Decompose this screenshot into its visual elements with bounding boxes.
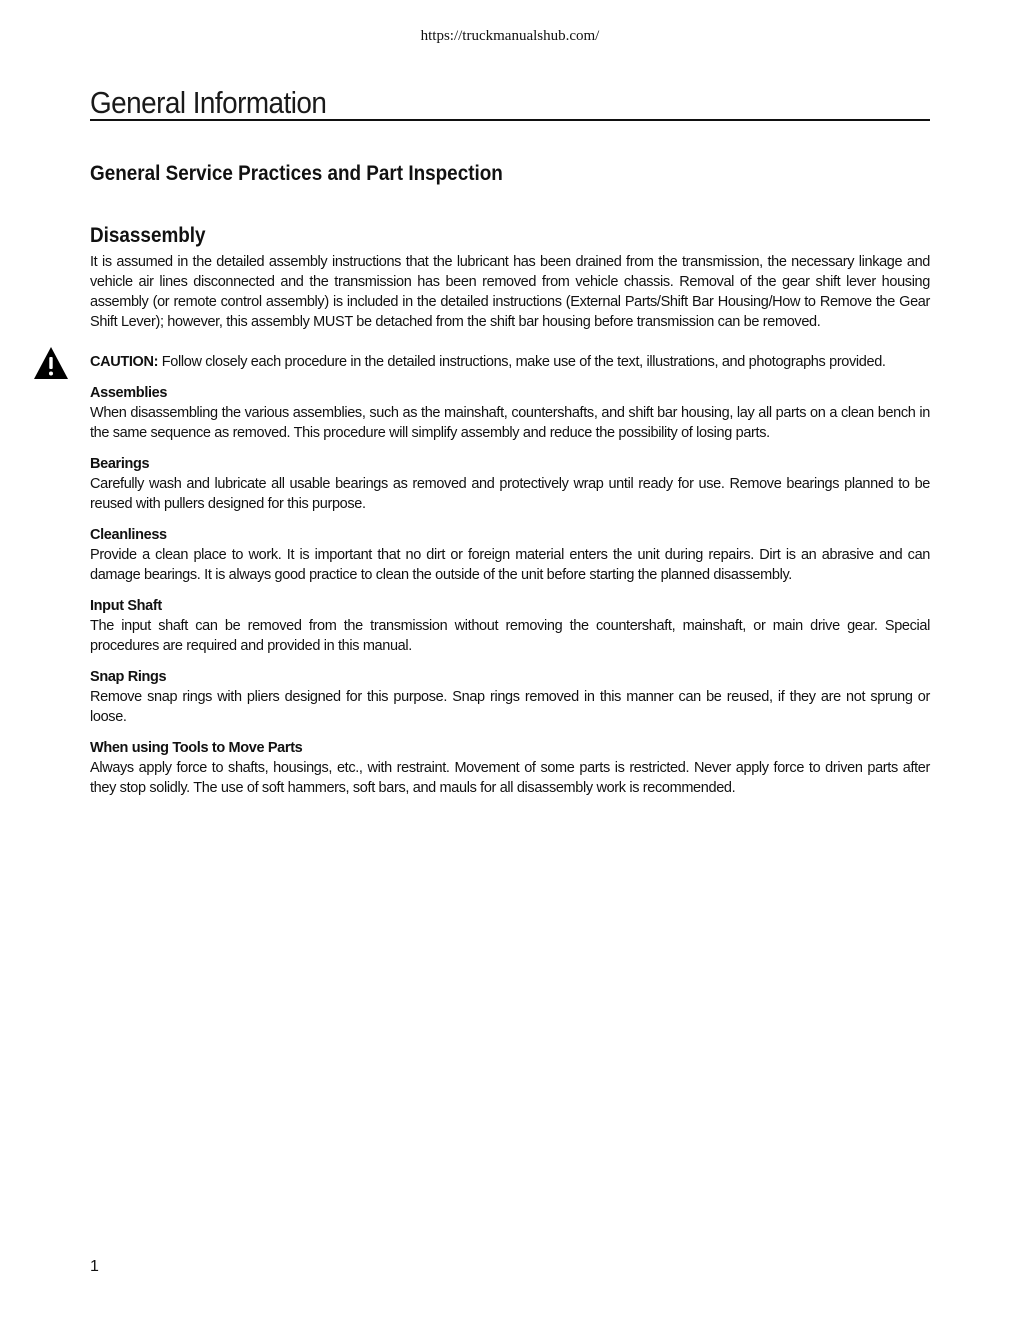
page-title: General Information: [90, 84, 327, 120]
block-text: Carefully wash and lubricate all usable bearings as removed and protectively wrap until ready for use. Remove bearings planned to be reused with pullers designed for this purpose.: [90, 476, 930, 512]
caution-text: Follow closely each procedure in the detailed instructions, make use of the text, illustrations, and photographs provided.: [161, 354, 886, 370]
title-divider: [90, 119, 930, 121]
block-text: The input shaft can be removed from the transmission without removing the countershaft, mainshaft, or main drive gear. Special procedures are required and provided in this manual.: [90, 618, 930, 654]
caution-note: [90, 352, 930, 372]
page-number: 1: [90, 1258, 99, 1275]
block-heading: Assemblies: [90, 385, 168, 401]
subsection-title: Disassembly: [90, 224, 206, 247]
block-input-shaft: [90, 596, 930, 656]
warning-triangle-icon: [33, 346, 69, 380]
block-bearings: [90, 454, 930, 514]
main-content: [90, 252, 930, 809]
block-heading: Cleanliness: [90, 527, 167, 543]
caution-paragraph: [90, 352, 930, 372]
block-tools: [90, 738, 930, 798]
block-heading: Input Shaft: [90, 598, 162, 614]
block-text: When disassembling the various assemblies, such as the mainshaft, countershafts, and shift bar housing, lay all parts on a clean bench in the same sequence as removed. This procedure will simplify assembly and reduce the possibility of losing parts.: [90, 405, 930, 441]
intro-paragraph: It is assumed in the detailed assembly instructions that the lubricant has been drained from the transmission, the necessary linkage and vehicle air lines disconnected and the transmission has been removed from vehicle chassis. Removal of the gear shift lever housing assembly (or remote control assembly) is included in the detailed instructions (External Parts/Shift Bar Housing/How to Remove the Gear Shift Lever); however, this assembly MUST be detached from the shift bar housing before transmission can be removed.: [90, 254, 930, 330]
block-text: Always apply force to shafts, housings, etc., with restraint. Movement of some parts is restricted. Never apply force to driven parts after they stop solidly. The use of soft hammers, soft bars, and mauls for all disassembly work is recommended.: [90, 760, 930, 796]
caution-label: CAUTION:: [90, 354, 159, 370]
block-text: Provide a clean place to work. It is important that no dirt or foreign material enters the unit during repairs. Dirt is an abrasive and can damage bearings. It is always good practice to clean the outside of the unit before starting the planned disassembly.: [90, 547, 930, 583]
block-heading: When using Tools to Move Parts: [90, 740, 303, 756]
block-assemblies: [90, 383, 930, 443]
block-heading: Snap Rings: [90, 669, 167, 685]
section-title: General Service Practices and Part Inspection: [90, 162, 503, 186]
block-snap-rings: [90, 667, 930, 727]
block-text: Remove snap rings with pliers designed for this purpose. Snap rings removed in this manner can be reused, if they are not sprung or loose.: [90, 689, 930, 725]
block-heading: Bearings: [90, 456, 150, 472]
source-url[interactable]: https://truckmanualshub.com/: [420, 28, 600, 44]
block-cleanliness: [90, 525, 930, 585]
